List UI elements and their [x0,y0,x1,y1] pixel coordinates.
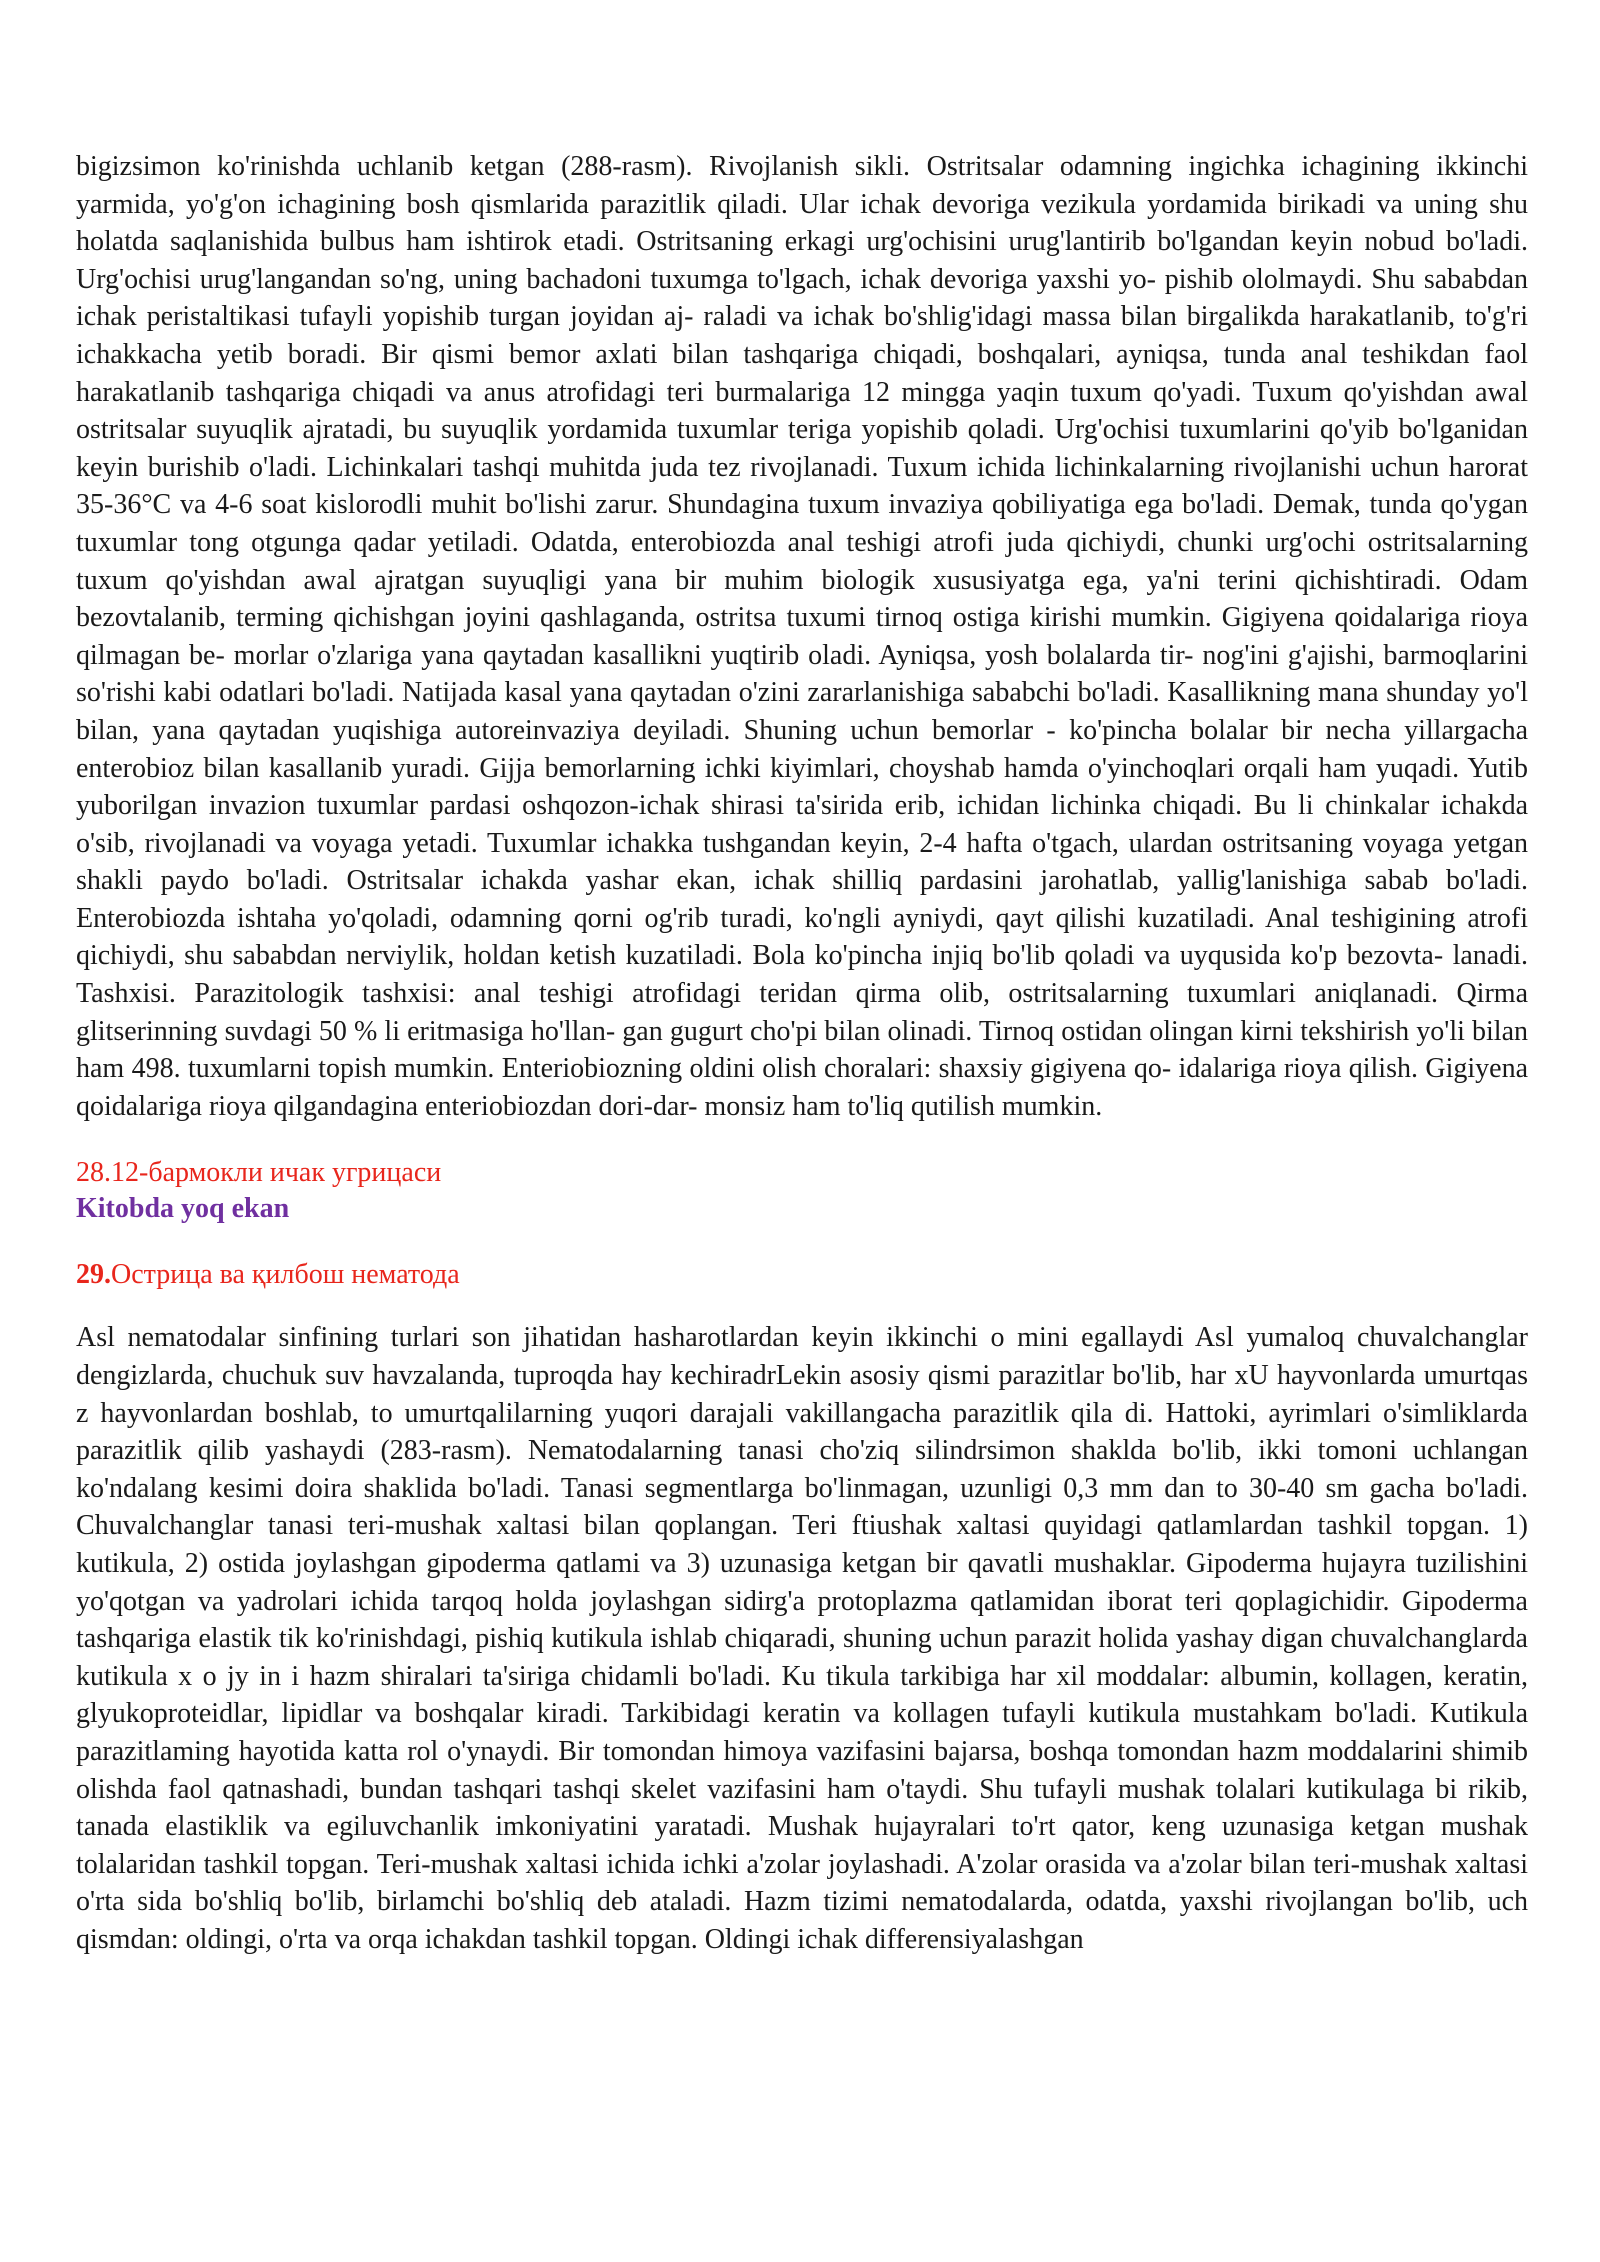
section-heading-29 [76,1257,1528,1293]
document-page [76,148,1528,1959]
section-number: 29. [76,1259,111,1291]
section-title: Острица ва қилбош нематода [111,1259,460,1291]
section-heading-28-12: 28.12-бармокли ичак угрицаси [76,1157,442,1189]
body-paragraph-enterobiosis: bigizsimon ko'rinishda uchlanib ketgan (288-rasm). Rivojlanish sikli. Ostritsalar odamning ingichka ichagining ikkinchi yarmida, yo'g'on ichagining bosh qismlarida parazitlik qiladi. Ular ichak devoriga vezikula yordamida birikadi va uning shu holatda saqlanishida bulbus ham ishtirok etadi. Ostritsaning erkagi urg'ochisini urug'lantirib bo'lgandan keyin nobud bo'ladi. Urg'ochisi urug'langandan so'ng, uning bachadoni tuxumga to'lgach, ichak devoriga yaxshi yo- pishib ololmaydi. Shu sababdan ichak peristaltikasi tufayli yopishib turgan joyidan aj- raladi va ichak bo'shlig'idagi massa bilan birgalikda harakatlanib, to'g'ri ichakkacha yetib boradi. Bir qismi bemor axlati bilan tashqariga chiqadi, boshqalari, ayniqsa, tunda anal teshikdan faol harakatlanib tashqariga chiqadi va anus atrofidagi teri burmalariga 12 mingga yaqin tuxum qo'yadi. Tuxum qo'yishdan awal ostritsalar suyuqlik ajratadi, bu suyuqlik yordamida tuxumlar teriga yopishib qoladi. Urg'ochisi tuxumlarini qo'yib bo'lganidan keyin burishib o'ladi. Lichinkalari tashqi muhitda juda tez rivojlanadi. Tuxum ichida lichinkalarning rivojlanishi uchun harorat 35-36°C va 4-6 soat kislorodli muhit bo'lishi zarur. Shundagina tuxum invaziya qobiliyatiga ega bo'ladi. Demak, tunda qo'ygan tuxumlar tong otgunga qadar yetiladi. Odatda, enterobiozda anal teshigi atrofi juda qichiydi, chunki urg'ochi ostritsalarning tuxum qo'yishdan awal ajratgan suyuqligi yana bir muhim biologik xususiyatga ega, ya'ni terini qichishtiradi. Odam bezovtalanib, terming qichishgan joyini qashlaganda, ostritsa tuxumi tirnoq ostiga kirishi mumkin. Gigiyena qoidalariga rioya qilmagan be- morlar o'zlariga yana qaytadan kasallikni yuqtirib oladi. Ayniqsa, yosh bolalarda tir- nog'ini g'ajishi, barmoqlarini so'rishi kabi odatlari bo'ladi. Natijada kasal yana qaytadan o'zini zararlanishiga sababchi bo'ladi. Kasallikning mana shunday yo'l bilan, yana qaytadan yuqishiga autoreinvaziya deyiladi. Shuning uchun bemorlar - ko'pincha bolalar bir necha yillargacha enterobioz bilan kasallanib yuradi. Gijja bemorlarning ichki kiyimlari, choyshab hamda o'yinchoqlari orqali ham yuqadi. Yutib yuborilgan invazion tuxumlar pardasi oshqozon-ichak shirasi ta'sirida erib, ichidan lichinka chiqadi. Bu li chinkalar ichakda o'sib, rivojlanadi va voyaga yetadi. Tuxumlar ichakka tushgandan keyin, 2-4 hafta o'tgach, ulardan ostritsaning voyaga yetgan shakli paydo bo'ladi. Ostritsalar ichakda yashar ekan, ichak shilliq pardasini jarohatlab, yallig'lanishiga sabab bo'ladi. Enterobiozda ishtaha yo'qoladi, odamning qorni og'rib turadi, ko'ngli ayniydi, qayt qilishi kuzatiladi. Anal teshigining atrofi qichiydi, shu sababdan nerviylik, holdan ketish kuzatiladi. Bola ko'pincha injiq bo'lib qoladi va uyqusida ko'p bezovta- lanadi. Tashxisi. Parazitologik tashxisi: anal teshigi atrofidagi teridan qirma olib, ostritsalarning tuxumlari aniqlanadi. Qirma glitserinning suvdagi 50 % li eritmasiga ho'llan- gan gugurt cho'pi bilan olinadi. Tirnoq ostidan olingan kirni tekshirish yo'li bilan ham 498. tuxumlarni topish mumkin. Enteriobiozning oldini olish choralari: shaxsiy gigiyena qo- idalariga rioya qilish. Gigiyena qoidalariga rioya qilgandagina enteriobiozdan dori-dar- monsiz ham to'liq qutilish mumkin. [76,151,1528,1122]
missing-in-book-note: Kitobda yoq ekan [76,1193,290,1225]
body-paragraph-nematodes: Asl nematodalar sinfining turlari son jihatidan hasharotlardan keyin ikkinchi o mini egallaydi Asl yumaloq chuvalchanglar dengizlarda, chuchuk suv havzalanda, tuproqda hay kechiradrLekin asosiy qismi parazitlar bo'lib, har xU hayvonlarda umurtqas z hayvonlardan boshlab, to umurtqalilarning yuqori darajali vakillangacha parazitlik qila di. Hattoki, ayrimlari o'simliklarda parazitlik qilib yashaydi (283-rasm). Nematodalarning tanasi cho'ziq silindrsimon shaklda bo'lib, ikki tomoni uchlangan ko'ndalang kesimi doira shaklida bo'ladi. Tanasi segmentlarga bo'linmagan, uzunligi 0,3 mm dan to 30-40 sm gacha bo'ladi. Chuvalchanglar tanasi teri-mushak xaltasi bilan qoplangan. Teri ftiushak xaltasi quyidagi qatlamlardan tashkil topgan. 1) kutikula, 2) ostida joylashgan gipoderma qatlami va 3) uzunasiga ketgan bir qavatli mushaklar. Gipoderma hujayra tuzilishini yo'qotgan va yadrolari ichida tarqoq holda joylashgan sidirg'a protoplazma qatlamidan iborat teri qoplagichidir. Gipoderma tashqariga elastik tik ko'rinishdagi, pishiq kutikula ishlab chiqaradi, shuning uchun parazit holida yashay digan chuvalchanglarda kutikula x o jy in i hazm shiralari ta'siriga chidamli bo'ladi. Ku tikula tarkibiga har xil moddalar: albumin, kollagen, keratin, glyukoproteidlar, lipidlar va boshqalar kiradi. Tarkibidagi keratin va kollagen tufayli kutikula mustahkam bo'ladi. Kutikula parazitlaming hayotida katta rol o'ynaydi. Bir tomondan himoya vazifasini bajarsa, boshqa tomondan hazm moddalarini shimib olishda faol qatnashadi, bundan tashqari tashqi skelet vazifasini ham o'taydi. Shu tufayli mushak tolalari kutikulaga bi rikib, tanada elastiklik va egiluvchanlik imkoniyatini yaratadi. Mushak hujayralari to'rt qator, keng uzunasiga ketgan mushak tolalaridan tashkil topgan. Teri-mushak xaltasi ichida ichki a'zolar joylashadi. A'zolar orasida va a'zolar bilan teri-mushak xaltasi o'rta sida bo'shliq bo'lib, birlamchi bo'shliq deb ataladi. Hazm tizimi nematodalarda, odatda, yaxshi rivojlangan bo'lib, uch qismdan: oldingi, o'rta va orqa ichakdan tashkil topgan. Oldingi ichak differensiyalashgan [76,1322,1528,1955]
